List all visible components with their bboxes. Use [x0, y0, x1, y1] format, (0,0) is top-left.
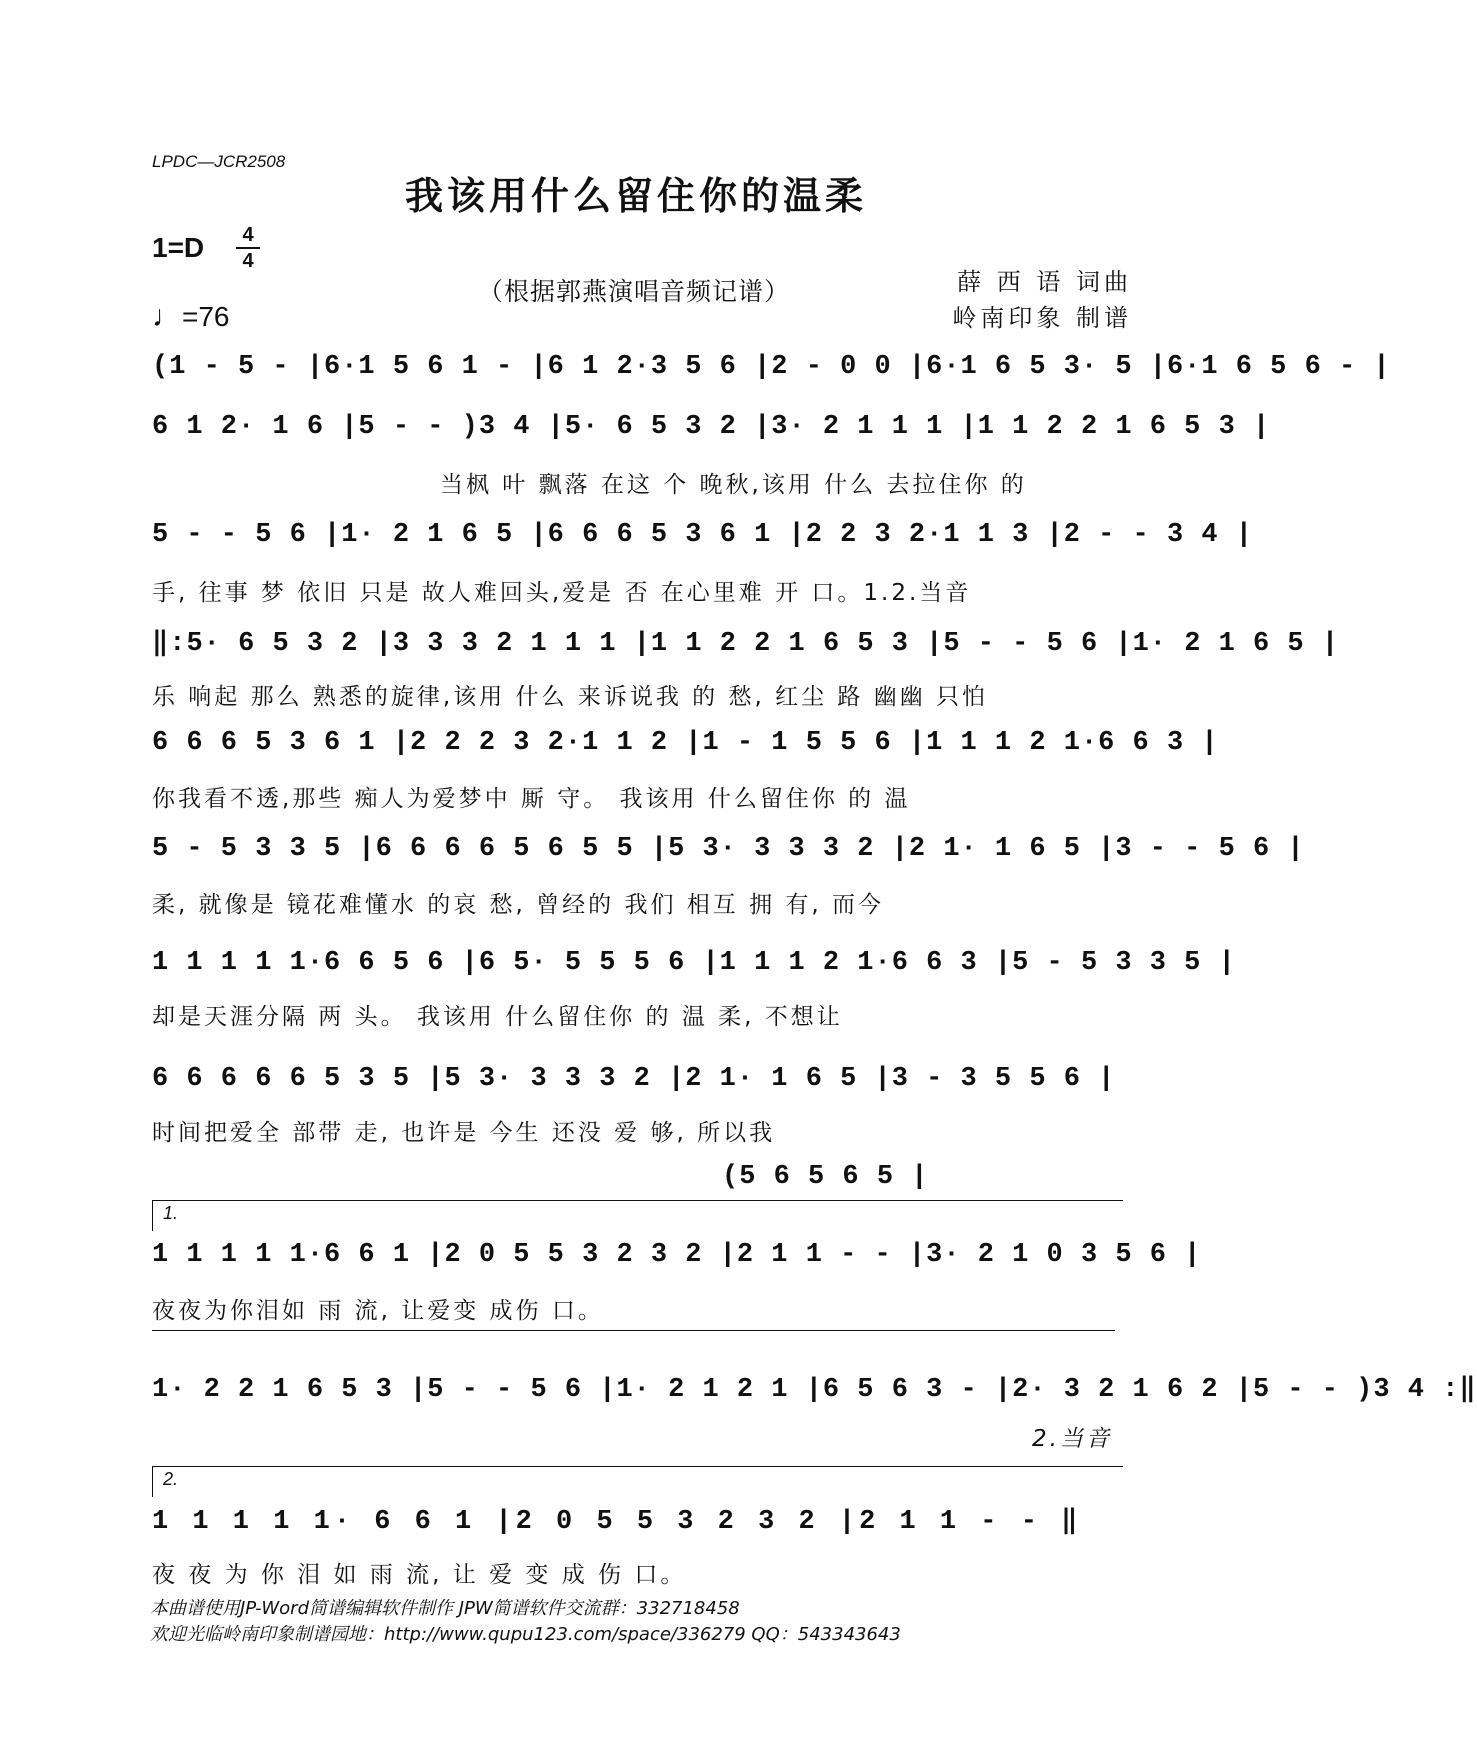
score-row-8: 6 6 6 6 6 5 3 5 |5 3· 3 3 3 2 |2 1· 1 6 5 |3 - 3 5 5 6 | — [152, 1064, 1116, 1094]
lyric-row-6: 柔, 就像是 镜花难懂水 的哀 愁, 曾经的 我们 相互 拥 有, 而今 — [152, 892, 885, 918]
lyric-row-9: 夜夜为你泪如 雨 流, 让爱变 成伤 口。 — [152, 1298, 604, 1324]
lyric-row-8: 时间把爱全 部带 走, 也许是 今生 还没 爱 够, 所以我 — [152, 1120, 776, 1146]
lyric-row-5: 你我看不透,那些 痴人为爱梦中 厮 守。 我该用 什么留住你 的 温 — [152, 786, 911, 812]
tempo-marking — [152, 300, 230, 334]
score-row-2: 6 1 2· 1 6 |5 - - )3 4 |5· 6 5 3 2 |3· 2 1 1 1 |1 1 2 2 1 6 5 3 | — [152, 412, 1271, 442]
score-row-6: 5 - 5 3 3 5 |6 6 6 6 5 6 5 5 |5 3· 3 3 3 2 |2 1· 1 6 5 |3 - - 5 6 | — [152, 834, 1305, 864]
footer-line-1: 本曲谱使用JP-Word简谱编辑软件制作 JPW简谱软件交流群：332718458 — [150, 1598, 740, 1619]
ending-divider — [152, 1330, 1115, 1331]
time-signature — [236, 224, 260, 272]
time-signature-bottom: 4 — [242, 250, 254, 272]
page-title: 我该用什么留住你的温柔 — [404, 173, 867, 218]
second-ending-bracket — [152, 1466, 1123, 1497]
score-row-7: 1 1 1 1 1·6 6 5 6 |6 5· 5 5 5 6 |1 1 1 2 1·6 6 3 |5 - 5 3 3 5 | — [152, 948, 1236, 978]
first-ending-bracket — [152, 1200, 1123, 1231]
lyric-row-3: 手, 往事 梦 依旧 只是 故人难回头,爱是 否 在心里难 开 口。1.2.当音 — [152, 580, 972, 606]
lyric-row-2: 当枫 叶 飘落 在这 个 晚秋,该用 什么 去拉住你 的 — [440, 472, 1027, 498]
footer-line-2: 欢迎光临岭南印象制谱园地：http://www.qupu123.com/space/336279 QQ：543343643 — [150, 1624, 901, 1645]
ending-cue: 2.当音 — [1032, 1426, 1112, 1452]
lyric-row-4: 乐 响起 那么 熟悉的旋律,该用 什么 来诉说我 的 愁, 红尘 路 幽幽 只怕 — [152, 684, 989, 710]
score-row-9: 1 1 1 1 1·6 6 1 |2 0 5 5 3 2 3 2 |2 1 1 - - |3· 2 1 0 3 5 6 | — [152, 1240, 1202, 1270]
credit-score: 岭南印象 制谱 — [952, 304, 1132, 332]
time-signature-top: 4 — [242, 224, 254, 246]
first-ending-label: 1. — [163, 1203, 179, 1223]
second-ending-label: 2. — [163, 1469, 179, 1489]
score-row-1: (1 - 5 - |6·1 5 6 1 - |6 1 2·3 5 6 |2 - 0 0 |6·1 6 5 3· 5 |6·1 6 5 6 - | — [152, 352, 1391, 382]
lyric-row-7: 却是天涯分隔 两 头。 我该用 什么留住你 的 温 柔, 不想让 — [152, 1004, 843, 1030]
key-signature: 1=D — [152, 232, 205, 263]
quarter-note-icon: ♩ — [152, 300, 182, 333]
tempo-value: =76 — [182, 301, 230, 332]
score-row-5: 6 6 6 5 3 6 1 |2 2 2 3 2·1 1 2 |1 - 1 5 5 6 |1 1 1 2 1·6 6 3 | — [152, 728, 1219, 758]
score-row-10: 1· 2 2 1 6 5 3 |5 - - 5 6 |1· 2 1 2 1 |6 5 6 3 - |2· 3 2 1 6 2 |5 - - )3 4 :‖ — [152, 1375, 1477, 1405]
score-row-11: 1 1 1 1 1· 6 6 1 |2 0 5 5 3 2 3 2 |2 1 1 - - ‖ — [152, 1507, 1082, 1537]
interlude-cue: (5 6 5 6 5 | — [722, 1162, 929, 1192]
subtitle: （根据郭燕演唱音频记谱） — [478, 277, 791, 306]
score-row-3: 5 - - 5 6 |1· 2 1 6 5 |6 6 6 5 3 6 1 |2 2 3 2·1 1 3 |2 - - 3 4 | — [152, 520, 1253, 550]
credit-lyrics: 薛 西 语 词曲 — [957, 268, 1132, 296]
lyric-row-11: 夜 夜 为 你 泪 如 雨 流, 让 爱 变 成 伤 口。 — [152, 1562, 687, 1588]
score-row-4: ‖:5· 6 5 3 2 |3 3 3 2 1 1 1 |1 1 2 2 1 6 5 3 |5 - - 5 6 |1· 2 1 6 5 | — [152, 629, 1340, 659]
score-code: LPDC—JCR2508 — [152, 152, 286, 171]
